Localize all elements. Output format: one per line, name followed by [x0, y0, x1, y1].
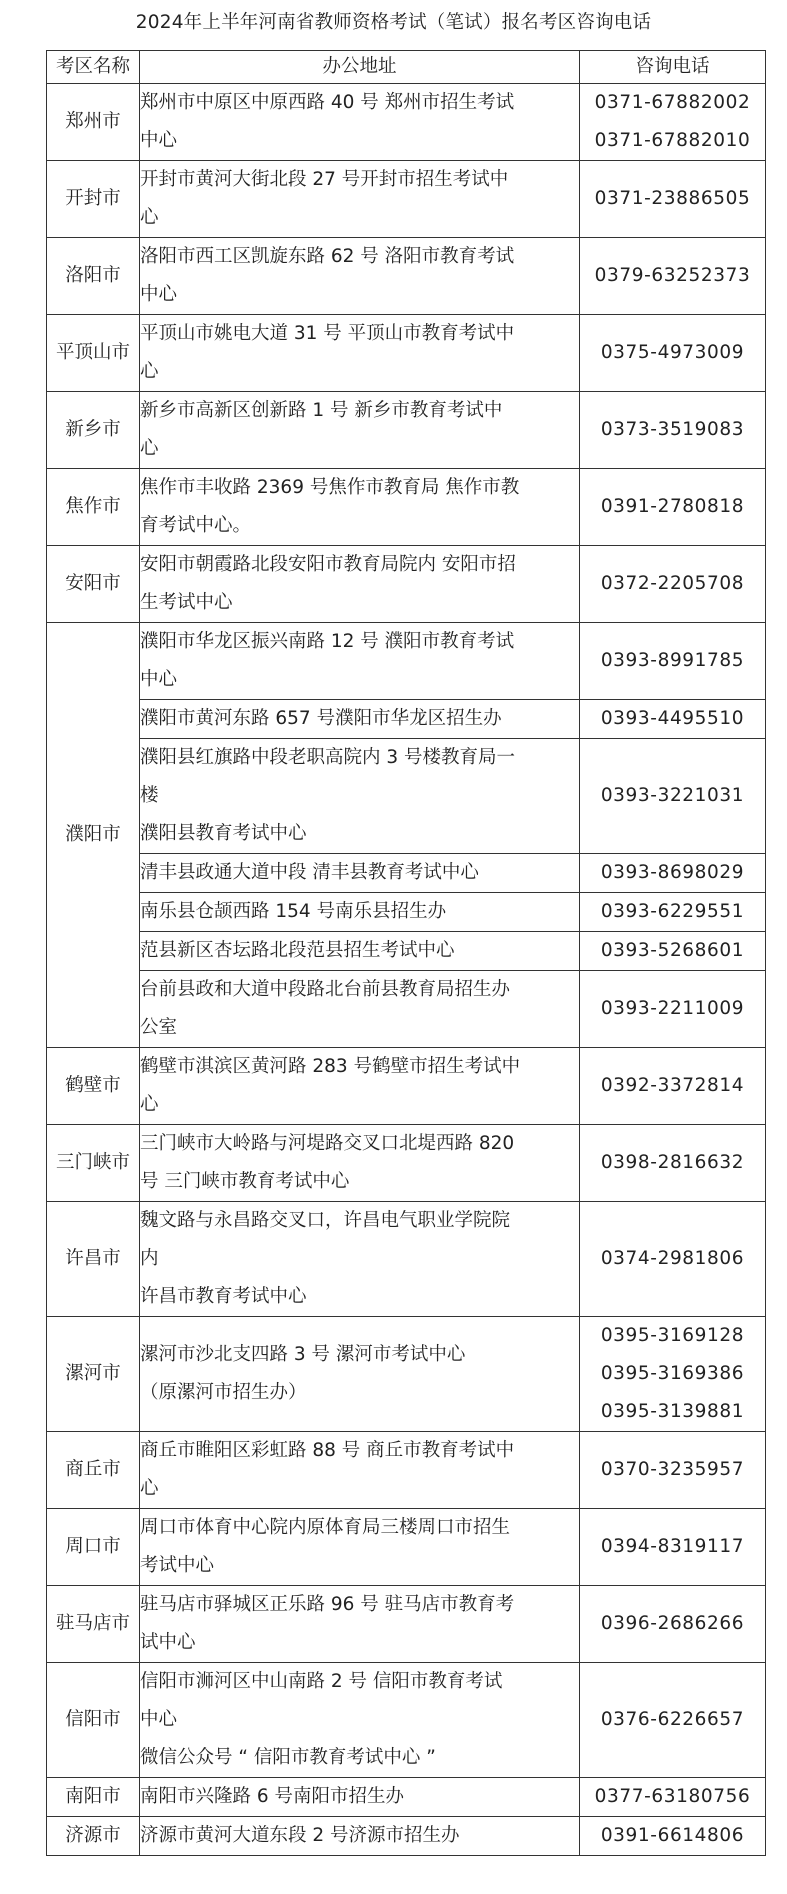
address-line: 生考试中心: [140, 592, 233, 613]
table-row: [47, 854, 766, 893]
table-row: [47, 84, 766, 161]
address-line: 考试中心: [140, 1555, 215, 1576]
table-row: [47, 1432, 766, 1509]
address-cell: [140, 1202, 580, 1317]
phone-number: 0393-8991785: [600, 650, 745, 671]
phone-number: 0379-63252373: [594, 265, 751, 286]
phone-number: 0393-2211009: [600, 998, 745, 1019]
address-line: 心: [140, 361, 159, 382]
address-cell: [140, 1048, 580, 1125]
phone-cell: [580, 469, 766, 546]
address-line: 商丘市睢阳区彩虹路 88 号 商丘市教育考试中: [140, 1440, 515, 1461]
region-cell: 焦作市: [47, 469, 140, 546]
header-phone: 咨询电话: [580, 51, 766, 84]
phone-cell: [580, 1202, 766, 1317]
phone-cell: [580, 700, 766, 739]
table-row: [47, 1778, 766, 1817]
address-line: 新乡市高新区创新路 1 号 新乡市教育考试中: [140, 400, 503, 421]
region-cell: 许昌市: [47, 1202, 140, 1317]
address-cell: [140, 854, 580, 893]
region-cell: 濮阳市: [47, 623, 140, 1048]
region-cell: 漯河市: [47, 1317, 140, 1432]
address-line: 中心: [140, 669, 178, 690]
address-cell: [140, 700, 580, 739]
address-line: 范县新区杏坛路北段范县招生考试中心: [140, 940, 455, 961]
address-line: 漯河市沙北支四路 3 号 漯河市考试中心: [140, 1344, 466, 1365]
table-row: [47, 1509, 766, 1586]
phone-cell: [580, 1778, 766, 1817]
header-address: 办公地址: [140, 51, 580, 84]
address-line: 驻马店市驿城区正乐路 96 号 驻马店市教育考: [140, 1594, 515, 1615]
address-cell: [140, 161, 580, 238]
table-row: [47, 932, 766, 971]
phone-cell: [580, 1663, 766, 1778]
region-cell: 开封市: [47, 161, 140, 238]
phone-cell: [580, 1317, 766, 1432]
address-line: 育考试中心。: [140, 515, 252, 536]
address-line: 中心: [140, 130, 178, 151]
address-line: 清丰县政通大道中段 清丰县教育考试中心: [140, 862, 479, 883]
phone-number: 0393-3221031: [600, 785, 745, 806]
address-cell: [140, 971, 580, 1048]
address-cell: [140, 546, 580, 623]
address-line: 心: [140, 438, 159, 459]
address-line: 开封市黄河大街北段 27 号开封市招生考试中: [140, 169, 509, 190]
region-cell: 商丘市: [47, 1432, 140, 1509]
region-cell: 郑州市: [47, 84, 140, 161]
phone-number: 0393-4495510: [600, 708, 745, 729]
region-cell: 信阳市: [47, 1663, 140, 1778]
phone-number: 0371-23886505: [594, 188, 751, 209]
region-cell: 新乡市: [47, 392, 140, 469]
phone-number: 0393-5268601: [600, 940, 745, 961]
header-region: 考区名称: [47, 51, 140, 84]
address-line: 濮阳县教育考试中心: [140, 823, 307, 844]
address-line: 鹤壁市淇滨区黄河路 283 号鹤壁市招生考试中: [140, 1056, 521, 1077]
address-line: 濮阳市黄河东路 657 号濮阳市华龙区招生办: [140, 708, 502, 729]
table-row: [47, 1202, 766, 1317]
phone-cell: [580, 1817, 766, 1856]
address-cell: [140, 1586, 580, 1663]
phone-number: 0372-2205708: [600, 573, 745, 594]
table-row: [47, 971, 766, 1048]
header-row: [47, 51, 766, 84]
page-title: 2024年上半年河南省教师资格考试（笔试）报名考区咨询电话: [135, 12, 652, 33]
phone-cell: [580, 1432, 766, 1509]
table-row: [47, 469, 766, 546]
address-cell: [140, 893, 580, 932]
phone-cell: [580, 932, 766, 971]
address-line: 周口市体育中心院内原体育局三楼周口市招生: [140, 1517, 511, 1538]
phone-number: 0395-3139881: [600, 1401, 745, 1422]
phone-number: 0393-8698029: [600, 862, 745, 883]
table-row: [47, 161, 766, 238]
address-line: 台前县政和大道中段路北台前县教育局招生办: [140, 979, 511, 1000]
address-line: 信阳市浉河区中山南路 2 号 信阳市教育考试: [140, 1671, 503, 1692]
address-line: 焦作市丰收路 2369 号焦作市教育局 焦作市教: [140, 477, 520, 498]
phone-number: 0371-67882010: [594, 130, 751, 151]
phone-number: 0395-3169128: [600, 1325, 745, 1346]
address-line: 微信公众号 “ 信阳市教育考试中心 ”: [140, 1747, 436, 1768]
phone-number: 0392-3372814: [600, 1075, 745, 1096]
table-body: [47, 84, 766, 1856]
address-line: 三门峡市大岭路与河堤路交叉口北堤西路 820: [140, 1133, 515, 1154]
address-cell: [140, 739, 580, 854]
table-row: [47, 1663, 766, 1778]
table-row: [47, 739, 766, 854]
phone-cell: [580, 84, 766, 161]
region-cell: 安阳市: [47, 546, 140, 623]
phone-number: 0394-8319117: [600, 1536, 745, 1557]
phone-number: 0396-2686266: [600, 1613, 745, 1634]
region-cell: 南阳市: [47, 1778, 140, 1817]
table-row: [47, 1586, 766, 1663]
address-line: 中心: [140, 284, 178, 305]
table-row: [47, 1125, 766, 1202]
table-row: [47, 392, 766, 469]
address-line: 心: [140, 1478, 159, 1499]
table-row: [47, 1817, 766, 1856]
region-cell: 济源市: [47, 1817, 140, 1856]
phone-cell: [580, 1586, 766, 1663]
address-line: 许昌市教育考试中心: [140, 1286, 307, 1307]
address-cell: [140, 1663, 580, 1778]
table-row: [47, 1048, 766, 1125]
address-line: 内: [140, 1248, 159, 1269]
address-line: 洛阳市西工区凯旋东路 62 号 洛阳市教育考试: [140, 246, 515, 267]
table-row: [47, 238, 766, 315]
address-line: 中心: [140, 1709, 178, 1730]
address-cell: [140, 623, 580, 700]
address-line: 济源市黄河大道东段 2 号济源市招生办: [140, 1825, 460, 1846]
phone-number: 0398-2816632: [600, 1152, 745, 1173]
address-cell: [140, 1509, 580, 1586]
phone-cell: [580, 161, 766, 238]
phone-cell: [580, 623, 766, 700]
address-line: 南乐县仓颉西路 154 号南乐县招生办: [140, 901, 447, 922]
phone-number: 0395-3169386: [600, 1363, 745, 1384]
address-line: 安阳市朝霞路北段安阳市教育局院内 安阳市招: [140, 554, 516, 575]
address-line: （原漯河市招生办）: [140, 1382, 307, 1403]
phone-number: 0373-3519083: [600, 419, 745, 440]
table-row: [47, 1317, 766, 1432]
phone-number: 0375-4973009: [600, 342, 745, 363]
address-line: 楼: [140, 785, 159, 806]
address-line: 心: [140, 207, 159, 228]
phone-number: 0376-6226657: [600, 1709, 745, 1730]
address-cell: [140, 1817, 580, 1856]
phone-number: 0377-63180756: [594, 1786, 751, 1807]
region-cell: 洛阳市: [47, 238, 140, 315]
region-cell: 周口市: [47, 1509, 140, 1586]
phone-cell: [580, 238, 766, 315]
table-row: [47, 893, 766, 932]
contact-table: [46, 50, 766, 1856]
address-cell: [140, 932, 580, 971]
phone-number: 0370-3235957: [600, 1459, 745, 1480]
phone-number: 0391-2780818: [600, 496, 745, 517]
phone-cell: [580, 1048, 766, 1125]
phone-cell: [580, 971, 766, 1048]
table-row: [47, 315, 766, 392]
address-cell: [140, 238, 580, 315]
address-line: 魏文路与永昌路交叉口，许昌电气职业学院院: [140, 1210, 511, 1231]
address-cell: [140, 1432, 580, 1509]
address-line: 濮阳市华龙区振兴南路 12 号 濮阳市教育考试: [140, 631, 515, 652]
address-line: 号 三门峡市教育考试中心: [140, 1171, 350, 1192]
address-line: 公室: [140, 1017, 178, 1038]
address-cell: [140, 315, 580, 392]
address-cell: [140, 469, 580, 546]
phone-number: 0391-6614806: [600, 1825, 745, 1846]
address-cell: [140, 1125, 580, 1202]
region-cell: 三门峡市: [47, 1125, 140, 1202]
address-cell: [140, 392, 580, 469]
address-cell: [140, 1317, 580, 1432]
phone-cell: [580, 546, 766, 623]
region-cell: 鹤壁市: [47, 1048, 140, 1125]
phone-cell: [580, 893, 766, 932]
address-line: 郑州市中原区中原西路 40 号 郑州市招生考试: [140, 92, 515, 113]
phone-number: 0374-2981806: [600, 1248, 745, 1269]
phone-number: 0393-6229551: [600, 901, 745, 922]
phone-cell: [580, 739, 766, 854]
table-row: [47, 546, 766, 623]
address-line: 南阳市兴隆路 6 号南阳市招生办: [140, 1786, 405, 1807]
address-cell: [140, 1778, 580, 1817]
address-line: 濮阳县红旗路中段老职高院内 3 号楼教育局一: [140, 747, 516, 768]
phone-cell: [580, 392, 766, 469]
region-cell: 平顶山市: [47, 315, 140, 392]
table-row: [47, 623, 766, 700]
address-cell: [140, 84, 580, 161]
phone-cell: [580, 1125, 766, 1202]
phone-cell: [580, 854, 766, 893]
address-line: 心: [140, 1094, 159, 1115]
table-row: [47, 700, 766, 739]
address-line: 试中心: [140, 1632, 196, 1653]
address-line: 平顶山市姚电大道 31 号 平顶山市教育考试中: [140, 323, 515, 344]
region-cell: 驻马店市: [47, 1586, 140, 1663]
phone-cell: [580, 1509, 766, 1586]
phone-cell: [580, 315, 766, 392]
phone-number: 0371-67882002: [594, 92, 751, 113]
